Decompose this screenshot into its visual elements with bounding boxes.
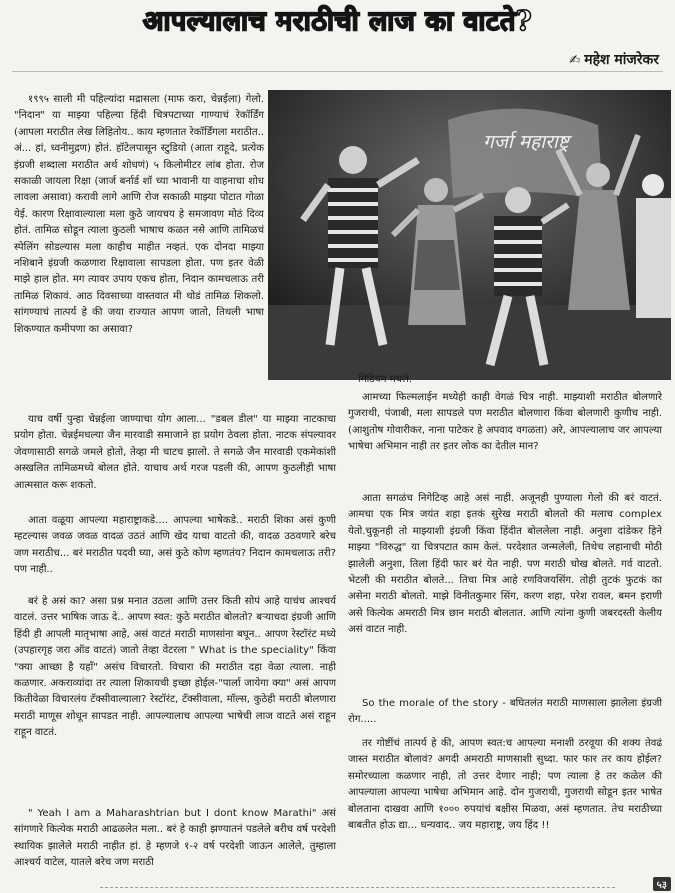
continued-text: मिडियम मधले. xyxy=(358,374,413,385)
right-paragraph-4: तर गोष्टींचं तात्पर्य हे की, आपण स्वत:च आपल्या मनाशी ठरवूया की शक्य तेवढं जास्त मराठीत बोलावं? अगदी अमराठी माणसाशी सुध्दा. फार फार तर काय होईल? समोरच्याला कळणार नाही, तो उत्तर देणार नाही; पण त्याला हे तर कळेल की आपल्याला आपल्या भाषेचा अभिमान आहे. दोन गुजराथी, गुजराथी सोडून इतर भाषेत बोलताना दाखवा आणि १००० रुपयांचं बक्षीस मिळवा, असं म्हणतात. तेच मराठीच्या बाबतीत होऊ द्या... धन्यवाद.. जय महाराष्ट्र, जय हिंद !! xyxy=(348,738,662,832)
pen-icon: ✍ xyxy=(569,53,581,68)
left-paragraph-2: याच वर्षी पुन्हा चेन्नईला जाण्याचा योग आला... "डबल डील" या माझ्या नाटकाचा प्रयोग होता. चेन्नईमधल्या जैन मारवाडी समाजाने हा प्रयोग ठेवला होता. नाटक संपल्यावर जेवणासाठी सगळे जमले होतो, तेव्हा मी चाटच झालो. ते सगळे जैन मारवाडी एकमेकांशी अस्खलित तामिळमध्ये बोलत होते. याचाच अर्थ गरज पडली की, आपण कुठलीही भाषा आत्मसात करू शकतो. xyxy=(14,414,336,491)
footer-divider xyxy=(100,887,615,888)
left-paragraph-4: बरं हे असं का? असा प्रश्न मनात उठला आणि उत्तर किती सोपं आहे याचंच आश्चर्य वाटलं. उत्तर भाषिक जाऊ दे.. आपण स्वत: कुठे मराठीत बोलतो? बऱ्याचदा इंग्रजी आणि हिंदी ही आपली मातृभाषा आहे, असं वाटतं मराठी माणसांना बघून.. आपण रेस्टॉरंट मध्ये (उपहारगृह जरा ऑड वाटतं) जातो तेव्हा वेटरला " What is the speciality" किंवा "क्या आच्छा है यहाँ" असंच विचारतो. विचारा की मराठीत दहा वेळा त्याला. नाही कळणार. अकराव्यांदा तर त्याला शिकायची इच्छा होईल-"पार्ला जायेगा क्या" असं आपण कितीवेळा विचारलंय टॅक्सीवाल्याला? रेस्टॉरंट, टॅक्सीवाला, मॉल्स, कुठेही मराठी बोलणारा मराठी माणूस शोधून सापडत नाही. आपल्यालाच आपल्या भाषेची लाज वाटते असं राहून राहून वाटतं. xyxy=(14,596,336,739)
left-paragraph-5: " Yeah I am a Maharashtrian but I dont know Marathi" असं सांगणारे कित्येक मराठी आढळलेत मला.. बरं हे काही झण्यातनं पडलेले बरीच वर्ष परदेशी स्थायिक झालेले मराठी नाहीत हां. हे म्हणजे १-२ वर्ष परदेशी जाऊन आलेले, तुम्हाला आश्चर्य वाटेल, यातले बरेच जण मराठी xyxy=(14,808,336,869)
page-number: ५३ xyxy=(653,877,671,891)
left-paragraph-3: आता वळूया आपल्या महाराष्ट्राकडे.... आपल्या भाषेकडे.. मराठी शिका असं कुणी म्हटल्यास जवळ जवळ वादळ उठतं आणि खेद याचा वाटतो की, वादळ उठवणारे बरेच जण मराठीच... बरं मराठीत पदवी घ्या, असं कुठे कोण म्हणतंय? निदान कामचलाऊ तरी? पण नाही.. xyxy=(14,515,336,576)
right-paragraph-3: So the morale of the story - बघितलंत मराठी माणसाला झालेला इंग्रजी रोग..... xyxy=(348,698,662,726)
photo-banner-text: गर्जा महाराष्ट्र xyxy=(483,131,569,153)
page-footer xyxy=(0,881,675,893)
left-paragraph-1: १९९५ साली मी पहिल्यांदा मद्रासला (माफ करा, चेन्नईला) गेलो. "निदान" या माझ्या पहिल्या हिंदी चित्रपटाच्या गाण्याचं रेकॉर्डिंग (आपला मराठीत लेख लिहितोय.. काय म्हणतात रेकॉर्डिंगला मराठीत.. अं... हां, ध्वनीमुद्रण) होतं. हॉटेलपासून स्टुडियो (आता राहूदे, प्रत्येक इंग्रजी शब्दाला मराठीत अर्थ शोधणं) ५ किलोमीटर लांब होता. रोज सकाळी जायला रिक्षा (जार्ज बर्नार्ड शॉ च्या भावानी या वाहनाचा शोध लावला असावा) करावी लागे आणि रोज सकाळी माझ्या पोटात गोळा येई. कारण रिक्षावाल्याला मला कुठे जायचय हे समजावण मोठं दिव्य होतं. तामिळ सोडून त्याला कुठली भाषाच कळत नसे आणि तामिळचं स्पेलिंग सोडल्यास मला काहीच माहीत नव्हतं. एक दोनदा माझ्या नशिबाने इंग्रजी कळणारा रिक्षावाला सापडला होता. पण इतर वेळी माझे हाल होत. मग त्यावर उपाय एकच होता, निदान कामचलाऊ तरी तामिळ शिकावं. आठ दिवसाच्या वास्तवात मी थोडं तामिळ शिकलो. सांगण्याचं तात्पर्य हे की जया राज्यात आपण जातो, तिथली भाषा शिकण्यात कमीपणा का असावा? xyxy=(14,94,264,335)
right-paragraph-1: आमच्या फिल्मलाईन मध्येही काही वेगळं चित्र नाही. माझ्याशी मराठीत बोलणारे गुजराथी, पंजाबी, मला सापडले पण मराठीत बोलणारा किंवा बोलणारी कुणीच नाही. (आशुतोष गोवारीकर, नाना पाटेकर हे अपवाद वगळता) अरे, आपल्यालाच जर आपल्या भाषेचा अभिमान नाही तर इतर लोक का देतील मान? xyxy=(348,392,662,453)
right-paragraph-2: आता सगळंच निगेटिव्ह आहे असं नाही. अजूनही पुण्याला गेलो की बरं वाटतं. आमचा एक मित्र जयंत शहा इतकं सुरेख मराठी बोलतो की मलाच complex येतो.चुकूनही तो माझ्याशी इंग्रजी किंवा हिंदीत बोललेला नाही. अनुशा दांडेकर हिने माझ्या "विरुद्ध" या चित्रपटात काम केलं. परदेशात जन्मलेली, तिथेच लहानाची मोठी झालेली अनुशा, तिला हिंदी फार बरं येत नाही. पण मराठी चोख बोलते. गर्व वाटतो. भेटली की मराठीत बोलते... तिचा मित्र आहे रणविजयसिंग. तोही तुटकं फुटकं का असेना मराठी बोलतो. माझे विनीतकुमार सिंग, करण शहा, परेश रावल, बमन इराणी असे कित्येक अमराठी मित्र छान मराठी बोलतात. आणि त्यांना कुणी जबरदस्ती केलीय असं वाटत नाही. xyxy=(348,493,662,636)
dance-photo xyxy=(268,90,671,380)
dance-photo-illustration xyxy=(268,90,671,380)
author-name: महेश मांजरेकर xyxy=(584,52,659,68)
title-divider xyxy=(12,71,663,72)
page-title: आपल्यालाच मराठीची लाज का वाटते? xyxy=(142,6,533,37)
author-byline xyxy=(569,50,659,69)
